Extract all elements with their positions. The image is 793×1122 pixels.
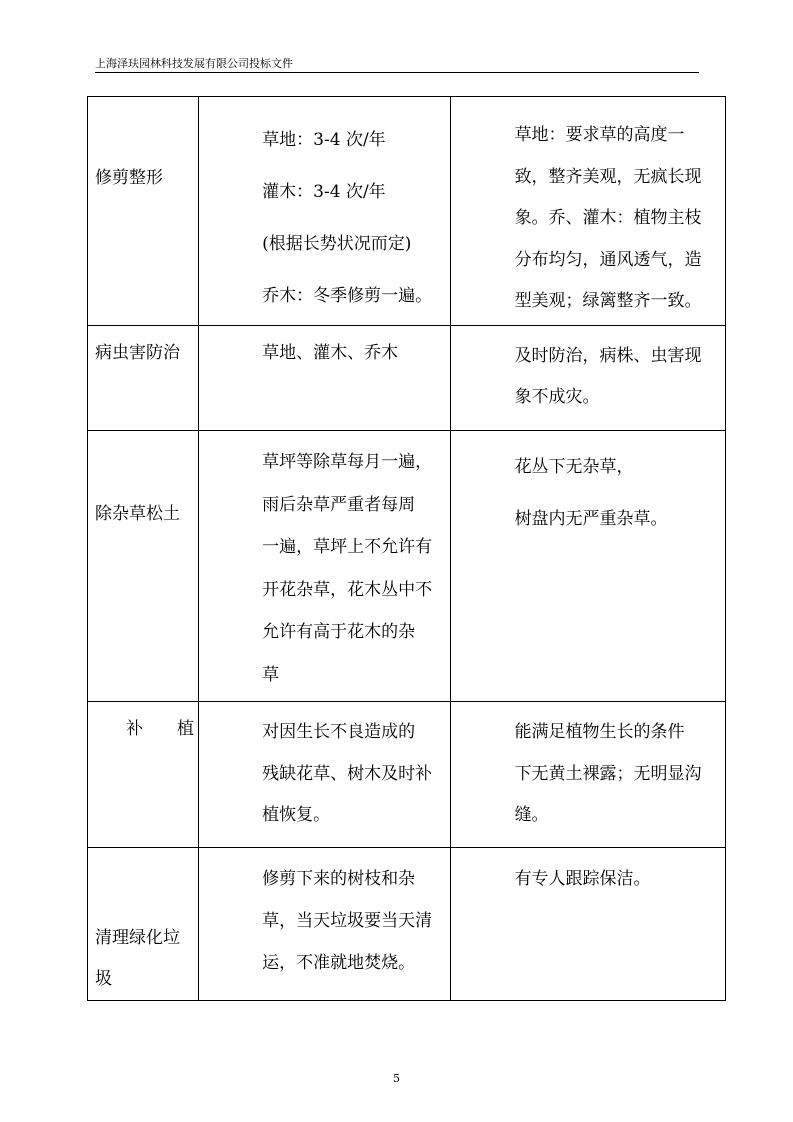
standard-line: 分布均匀，通风透气，造 [514,249,702,270]
frequency-line: 运，不准就地焚烧。 [262,953,416,973]
standard-cell [450,326,725,431]
frequency-line: (根据长势状况而定) [262,234,412,254]
frequency-line: 草 [262,664,280,685]
frequency-line: 修剪下来的树枝和杂 [262,869,416,889]
standard-line: 及时防治，病株、虫害现 [514,346,702,366]
frequency-line: 开花杂草，花木丛中不 [262,579,433,600]
standard-cell [450,848,725,1001]
standard-line: 树盘内无严重杂草。 [514,509,668,529]
maintenance-standards-table [87,96,726,1001]
standard-line: 象。乔、灌木：植物主枝 [514,208,702,228]
standard-line: 草地：要求草的高度一 [514,125,685,145]
standard-line: 有专人跟踪保洁。 [514,869,651,889]
frequency-line: 草，当天垃圾要当天清 [262,911,433,931]
table-row [88,326,726,431]
table-row [88,848,726,1001]
table-row [88,97,726,326]
frequency-cell [199,431,450,702]
standard-cell [450,431,725,702]
frequency-cell [199,97,450,326]
row-label: 修剪整形 [95,168,163,188]
frequency-cell [199,848,450,1001]
frequency-line: 残缺花草、树木及时补 [262,763,433,784]
frequency-cell [199,702,450,848]
row-label-cell [88,326,199,431]
row-label: 圾 [95,969,112,989]
frequency-cell [199,326,450,431]
frequency-line: 允许有高于花木的杂 [262,622,416,642]
frequency-line: 草坪等除草每月一遍， [262,452,433,472]
frequency-line: 雨后杂草严重者每周 [262,494,416,515]
frequency-line: 植恢复。 [262,805,331,825]
page-number: 5 [393,1072,400,1085]
frequency-line: 草地、灌木、乔木 [262,343,399,363]
standard-cell [450,97,725,326]
standard-line: 致，整齐美观，无疯长现 [514,166,702,187]
frequency-line: 对因生长不良造成的 [262,722,416,742]
row-label: 清理绿化垃 [95,928,180,948]
standard-line: 型美观；绿篱整齐一致。 [514,291,702,311]
header-rule [95,72,699,73]
row-label: 病虫害防治 [95,343,180,363]
frequency-line: 草地：3-4 次/年 [262,130,386,150]
frequency-line: 灌木：3-4 次/年 [262,182,386,202]
row-label-cell [88,848,199,1001]
table-row [88,702,726,848]
standard-line: 花丛下无杂草， [514,457,634,477]
standard-line: 能满足植物生长的条件 [514,722,685,742]
frequency-line: 一遍，草坪上不允许有 [262,537,433,557]
standard-cell [450,702,725,848]
page-header: 上海泽玞园林科技发展有限公司投标文件 [95,57,293,70]
row-label: 除杂草松土 [95,504,180,524]
row-label: 补 植 [126,719,194,739]
table-row [88,431,726,702]
row-label-cell [88,702,199,848]
standard-line: 缝。 [514,805,549,825]
row-label-cell [88,97,199,326]
standard-line: 下无黄土裸露；无明显沟 [514,763,702,784]
standard-line: 象不成灾。 [514,387,600,407]
row-label-cell [88,431,199,702]
frequency-line: 乔木：冬季修剪一遍。 [262,286,433,306]
